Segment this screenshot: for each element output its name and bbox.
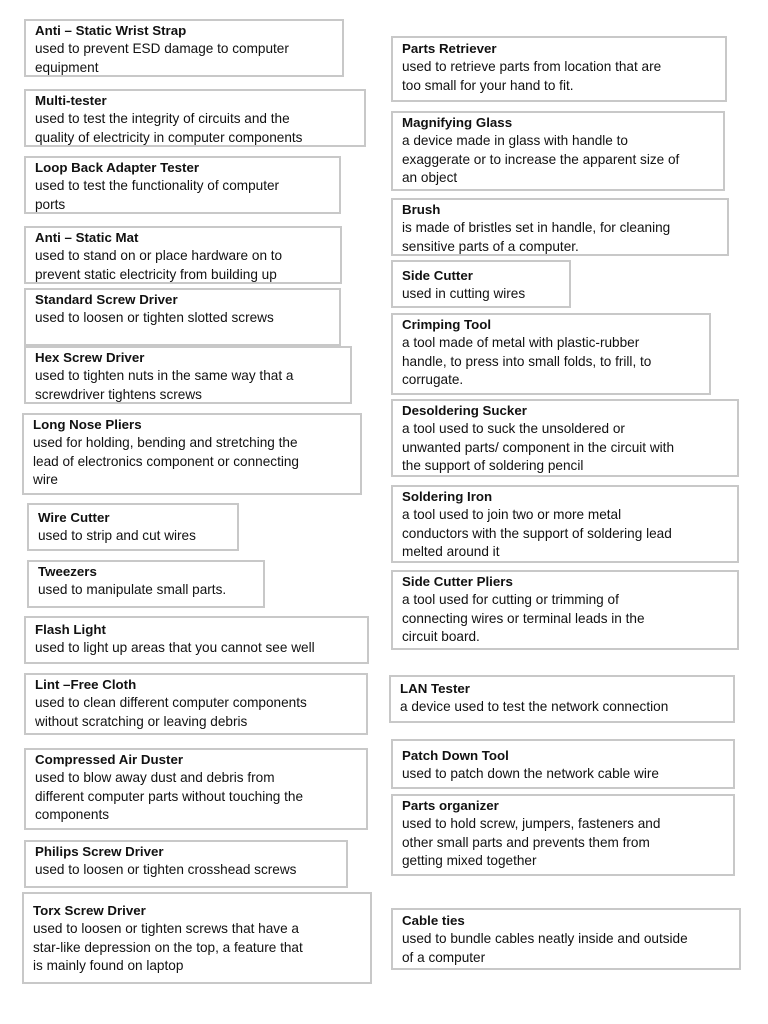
tool-description: used to light up areas that you cannot see well — [35, 640, 315, 655]
tool-title: Torx Screw Driver — [33, 903, 146, 918]
tool-title: Hex Screw Driver — [35, 350, 145, 365]
tool-card-flash-light — [24, 616, 369, 664]
tool-description: a tool made of metal with plastic-rubber handle, to press into small folds, to frill, to corrugate. — [402, 335, 652, 388]
tool-description: used to strip and cut wires — [38, 528, 196, 543]
tool-card-standard-screw-driver — [24, 288, 341, 346]
tool-card-side-cutter-pliers — [391, 570, 739, 650]
tool-description: used for holding, bending and stretching the lead of electronics component or connecting wire — [33, 435, 299, 488]
tool-description: used to retrieve parts from location that are too small for your hand to fit. — [402, 59, 662, 93]
tool-card-patch-down-tool — [391, 739, 735, 789]
tool-card-brush — [391, 198, 729, 256]
tool-card-crimping-tool — [391, 313, 711, 395]
tool-title: LAN Tester — [400, 681, 470, 696]
tool-card-compressed-air-duster — [24, 748, 368, 830]
tool-card-cable-ties — [391, 908, 741, 970]
tool-description: a device made in glass with handle to exaggerate or to increase the apparent size of an object — [402, 133, 680, 186]
tool-title: Brush — [402, 202, 441, 217]
tool-title: Side Cutter — [402, 268, 473, 283]
tool-description: used to blow away dust and debris from different computer parts without touching the components — [35, 770, 304, 823]
tool-title: Crimping Tool — [402, 317, 492, 332]
tool-title: Lint –Free Cloth — [35, 677, 137, 692]
tool-card-side-cutter — [391, 260, 571, 308]
tool-title: Soldering Iron — [402, 489, 493, 504]
tool-title: Philips Screw Driver — [35, 844, 164, 859]
tool-description: used to test the integrity of circuits and the quality of electricity in computer components — [35, 111, 303, 145]
tool-title: Magnifying Glass — [402, 115, 513, 130]
tool-card-anti-static-wrist-strap — [24, 19, 344, 77]
tool-title: Desoldering Sucker — [402, 403, 527, 418]
tool-description: used to manipulate small parts. — [38, 582, 227, 597]
tool-card-philips-screw-driver — [24, 840, 348, 888]
tool-card-lint-free-cloth — [24, 673, 368, 735]
tool-title: Tweezers — [38, 564, 97, 579]
tool-card-multi-tester — [24, 89, 366, 147]
tool-description: used to loosen or tighten screws that have a star-like depression on the top, a feature that is mainly found on laptop — [33, 921, 303, 974]
tool-card-desoldering-sucker — [391, 399, 739, 477]
tool-description: a device used to test the network connection — [400, 699, 669, 714]
tool-card-long-nose-pliers — [22, 413, 362, 495]
tool-description: a tool used to suck the unsoldered or unwanted parts/ component in the circuit with the support of soldering pencil — [402, 421, 675, 474]
tool-card-lan-tester — [389, 675, 735, 723]
tool-title: Standard Screw Driver — [35, 292, 178, 307]
tool-title: Cable ties — [402, 913, 465, 928]
tool-title: Anti – Static Wrist Strap — [35, 23, 187, 38]
tool-card-parts-retriever — [391, 36, 727, 102]
tool-card-soldering-iron — [391, 485, 739, 563]
tool-card-tweezers — [27, 560, 265, 608]
tool-title: Wire Cutter — [38, 510, 110, 525]
tool-title: Parts organizer — [402, 798, 499, 813]
tool-description: used to hold screw, jumpers, fasteners and other small parts and prevents them from getting mixed together — [402, 816, 661, 869]
tool-card-magnifying-glass — [391, 111, 725, 191]
tool-description: used to tighten nuts in the same way that a screwdriver tightens screws — [35, 368, 294, 402]
tool-card-parts-organizer — [391, 794, 735, 876]
tool-card-anti-static-mat — [24, 226, 342, 284]
tool-description: used to clean different computer components without scratching or leaving debris — [35, 695, 307, 729]
tool-description: a tool used for cutting or trimming of connecting wires or terminal leads in the circuit board. — [402, 592, 645, 645]
tool-title: Patch Down Tool — [402, 748, 509, 763]
tool-title: Multi-tester — [35, 93, 107, 108]
tool-description: used in cutting wires — [402, 286, 526, 301]
tool-title: Side Cutter Pliers — [402, 574, 513, 589]
tool-title: Flash Light — [35, 622, 106, 637]
tool-description: used to test the functionality of computer ports — [35, 178, 280, 212]
tool-description: used to bundle cables neatly inside and outside of a computer — [402, 931, 688, 965]
tool-description: used to loosen or tighten crosshead screws — [35, 862, 297, 877]
tool-description: used to stand on or place hardware on to prevent static electricity from building up — [35, 248, 283, 282]
tool-description: a tool used to join two or more metal conductors with the support of soldering lead melted around it — [402, 507, 672, 560]
tool-title: Anti – Static Mat — [35, 230, 139, 245]
tool-title: Loop Back Adapter Tester — [35, 160, 200, 175]
tool-card-wire-cutter — [27, 503, 239, 551]
tool-title: Long Nose Pliers — [33, 417, 142, 432]
tool-card-torx-screw-driver — [22, 892, 372, 984]
tool-title: Parts Retriever — [402, 41, 497, 56]
tool-description: used to patch down the network cable wire — [402, 766, 659, 781]
tool-card-hex-screw-driver — [24, 346, 352, 404]
tool-title: Compressed Air Duster — [35, 752, 184, 767]
tool-description: used to prevent ESD damage to computer equipment — [35, 41, 289, 75]
tool-description: used to loosen or tighten slotted screws — [35, 310, 274, 325]
tool-description: is made of bristles set in handle, for cleaning sensitive parts of a computer. — [402, 220, 671, 254]
tool-card-loop-back-adapter-tester — [24, 156, 341, 214]
